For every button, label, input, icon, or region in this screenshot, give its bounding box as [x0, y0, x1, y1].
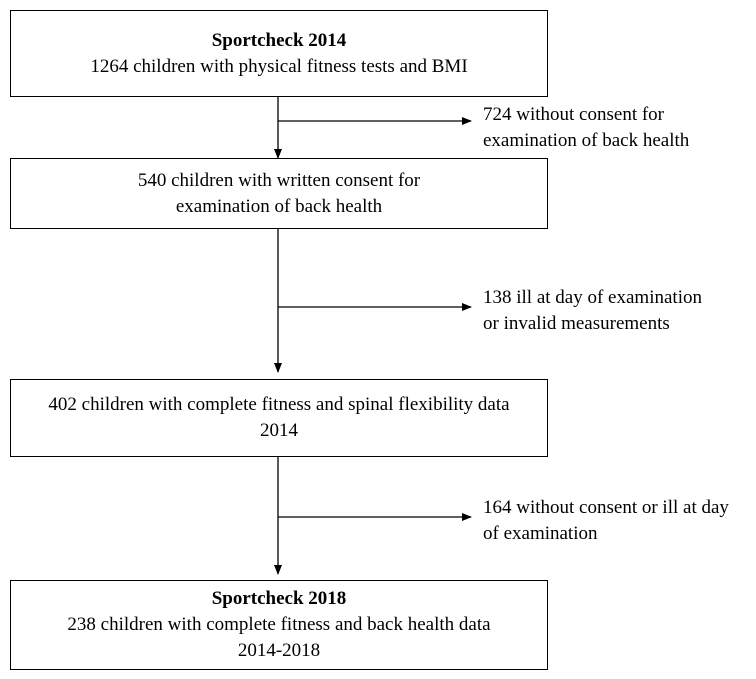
exclusion-text: examination of back health: [483, 130, 690, 151]
exclusion-text: 138 ill at day of examination: [483, 287, 702, 308]
flow-box-sportcheck-2018: [10, 580, 548, 670]
exclusion-note-2: [483, 285, 702, 337]
box-title: Sportcheck 2014: [211, 29, 347, 51]
exclusion-text: of examination: [483, 523, 598, 544]
exclusion-note-3: [483, 495, 729, 547]
exclusion-note-1: [483, 102, 689, 154]
flow-box-sportcheck-2014: [10, 10, 548, 97]
box-text: 2014: [260, 420, 298, 441]
exclusion-text: 724 without consent for: [483, 104, 665, 125]
box-text: 402 children with complete fitness and spinal flexibility data: [48, 394, 510, 415]
box-text: 1264 children with physical fitness tests and BMI: [90, 55, 468, 77]
box-text: 238 children with complete fitness and back health data: [67, 614, 491, 635]
exclusion-text: or invalid measurements: [483, 313, 670, 334]
exclusion-text: 164 without consent or ill at day: [483, 497, 729, 518]
box-text: 2014-2018: [237, 640, 321, 661]
flow-box-consent: [10, 158, 548, 229]
flow-box-complete-data-2014: [10, 379, 548, 457]
box-title: Sportcheck 2018: [211, 588, 347, 609]
box-text: examination of back health: [175, 195, 383, 217]
box-text: 540 children with written consent for: [137, 169, 421, 191]
